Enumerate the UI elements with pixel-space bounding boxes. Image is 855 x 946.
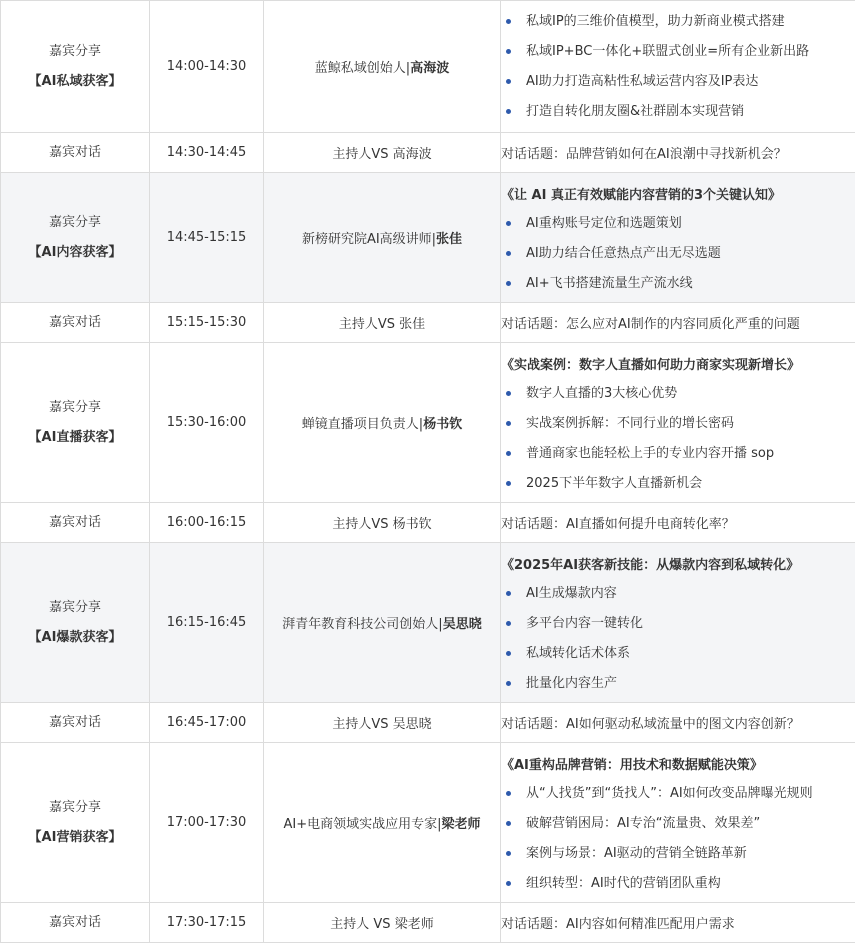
- bullet-list: [501, 379, 855, 499]
- dialog-topic: 对话话题：AI直播如何提升电商转化率？: [501, 503, 855, 543]
- session-name: 【AI直播获客】: [28, 429, 122, 445]
- time-cell: 16:15-16:45: [150, 543, 264, 703]
- agenda-row: [1, 1, 855, 133]
- bullet-item: 案例与场景：AI驱动的营销全链路革新: [526, 839, 855, 869]
- session-type-cell: [1, 1, 150, 133]
- speaker-name: 梁老师: [441, 817, 481, 832]
- session-type-cell: [1, 343, 150, 503]
- dialog-topic: 对话话题：品牌营销如何在AI浪潮中寻找新机会？: [501, 133, 855, 173]
- session-topic: 《让 AI 真正有效赋能内容营销的3个关键认知》: [501, 188, 781, 203]
- bullet-item: 普通商家也能轻松上手的专业内容开播 sop: [526, 439, 855, 469]
- bullet-item: 从“人找货”到“货找人”：AI如何改变品牌曝光规则: [526, 779, 855, 809]
- bullet-item: AI助力结合任意热点产出无尽选题: [526, 239, 855, 269]
- bullet-list: [501, 7, 855, 127]
- dialog-topic: 对话话题：怎么应对AI制作的内容同质化严重的问题: [501, 303, 855, 343]
- content-cell: [501, 743, 855, 903]
- host-cell: 主持人VS 高海波: [264, 133, 501, 173]
- speaker-cell: [264, 543, 501, 703]
- bullet-item: 数字人直播的3大核心优势: [526, 379, 855, 409]
- agenda-row: [1, 503, 855, 543]
- time-cell: 17:00-17:30: [150, 743, 264, 903]
- time-cell: 15:30-16:00: [150, 343, 264, 503]
- speaker-title: 新榜研究院AI高级讲师|: [301, 232, 437, 247]
- host-cell: 主持人VS 杨书钦: [264, 503, 501, 543]
- time-cell: 16:00-16:15: [150, 503, 264, 543]
- content-cell: [501, 343, 855, 503]
- session-type-label: 嘉宾分享: [48, 43, 101, 59]
- session-name: 【AI爆款获客】: [28, 629, 122, 645]
- bullet-item: 破解营销困局：AI专治“流量贵、效果差”: [526, 809, 855, 839]
- bullet-item: 私域IP的三维价值模型，助力新商业模式搭建: [526, 7, 855, 37]
- bullet-item: 私域IP+BC一体化+联盟式创业=所有企业新出路: [526, 37, 855, 67]
- speaker-name: 高海波: [410, 61, 450, 76]
- bullet-item: 多平台内容一键转化: [526, 609, 855, 639]
- session-topic: 《2025年AI获客新技能：从爆款内容到私域转化》: [501, 558, 800, 573]
- bullet-item: 私域转化话术体系: [526, 639, 855, 669]
- bullet-list: [501, 579, 855, 699]
- session-type-cell: [1, 543, 150, 703]
- speaker-name: 吴思晓: [442, 617, 482, 632]
- bullet-item: 打造自转化朋友圈&社群剧本实现营销: [526, 97, 855, 127]
- speaker-cell: [264, 173, 501, 303]
- agenda-row: [1, 903, 855, 943]
- agenda-row: [1, 743, 855, 903]
- time-cell: 14:00-14:30: [150, 1, 264, 133]
- speaker-name: 杨书钦: [423, 417, 463, 432]
- content-cell: [501, 1, 855, 133]
- session-type-label: 嘉宾对话: [1, 133, 150, 173]
- session-type-label: 嘉宾对话: [1, 303, 150, 343]
- host-cell: 主持人VS 张佳: [264, 303, 501, 343]
- content-cell: [501, 173, 855, 303]
- session-name: 【AI内容获客】: [28, 244, 122, 260]
- session-type-label: 嘉宾分享: [48, 799, 101, 815]
- speaker-title: AI+电商领域实战应用专家|: [283, 817, 442, 832]
- speaker-name: 张佳: [436, 232, 463, 247]
- dialog-topic: 对话话题：AI如何驱动私域流量中的图文内容创新？: [501, 703, 855, 743]
- speaker-title: 蝉镜直播项目负责人|: [301, 417, 424, 432]
- time-cell: 14:30-14:45: [150, 133, 264, 173]
- bullet-item: 2025下半年数字人直播新机会: [526, 469, 855, 499]
- dialog-topic: 对话话题：AI内容如何精准匹配用户需求: [501, 903, 855, 943]
- speaker-cell: [264, 343, 501, 503]
- session-name: 【AI私域获客】: [28, 73, 122, 89]
- time-cell: 15:15-15:30: [150, 303, 264, 343]
- session-type-cell: [1, 743, 150, 903]
- session-name: 【AI营销获客】: [28, 829, 122, 845]
- session-type-label: 嘉宾分享: [48, 599, 101, 615]
- agenda-row: [1, 173, 855, 303]
- content-cell: [501, 543, 855, 703]
- bullet-list: [501, 209, 855, 299]
- session-type-label: 嘉宾对话: [1, 503, 150, 543]
- session-type-label: 嘉宾分享: [48, 399, 101, 415]
- time-cell: 16:45-17:00: [150, 703, 264, 743]
- bullet-list: [501, 779, 855, 899]
- bullet-item: AI助力打造高粘性私域运营内容及IP表达: [526, 67, 855, 97]
- session-type-label: 嘉宾对话: [1, 903, 150, 943]
- bullet-item: 组织转型：AI时代的营销团队重构: [526, 869, 855, 899]
- agenda-row: [1, 703, 855, 743]
- bullet-item: AI+飞书搭建流量生产流水线: [526, 269, 855, 299]
- agenda-row: [1, 303, 855, 343]
- bullet-item: 实战案例拆解：不同行业的增长密码: [526, 409, 855, 439]
- bullet-item: AI重构账号定位和选题策划: [526, 209, 855, 239]
- session-topic: 《AI重构品牌营销：用技术和数据赋能决策》: [501, 758, 763, 773]
- bullet-item: 批量化内容生产: [526, 669, 855, 699]
- agenda-row: [1, 343, 855, 503]
- speaker-title: 湃青年教育科技公司创始人|: [282, 617, 443, 632]
- session-topic: 《实战案例：数字人直播如何助力商家实现新增长》: [501, 358, 801, 373]
- session-type-label: 嘉宾对话: [1, 703, 150, 743]
- time-cell: 17:30-17:15: [150, 903, 264, 943]
- speaker-cell: [264, 743, 501, 903]
- speaker-title: 蓝鲸私域创始人|: [314, 61, 411, 76]
- bullet-item: AI生成爆款内容: [526, 579, 855, 609]
- host-cell: 主持人VS 吴思晓: [264, 703, 501, 743]
- session-type-cell: [1, 173, 150, 303]
- agenda-row: [1, 133, 855, 173]
- agenda-row: [1, 543, 855, 703]
- host-cell: 主持人 VS 梁老师: [264, 903, 501, 943]
- time-cell: 14:45-15:15: [150, 173, 264, 303]
- session-type-label: 嘉宾分享: [48, 214, 101, 230]
- speaker-cell: [264, 1, 501, 133]
